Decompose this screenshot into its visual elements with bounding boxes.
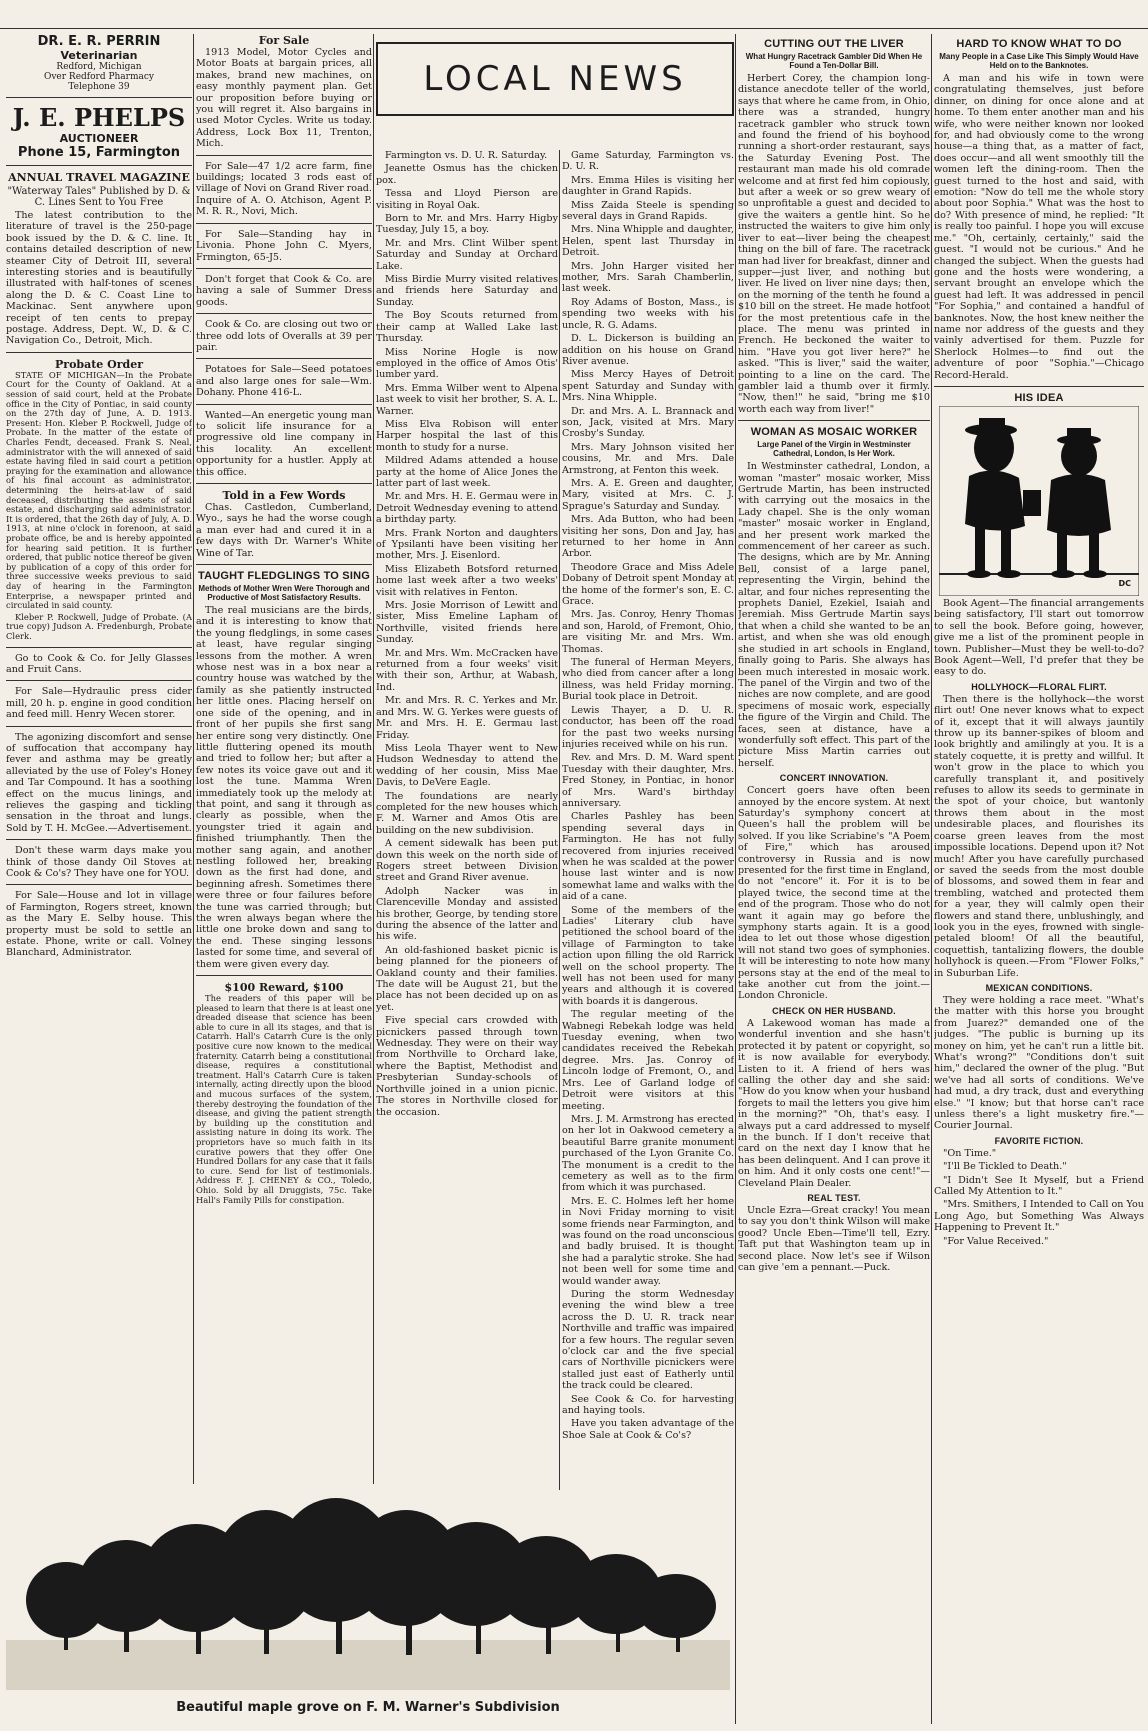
probate-title: Probate Order	[55, 357, 143, 371]
news-item: Mrs. J. M. Armstrong has erected on her lot in Oakwood cemetery a beautiful Barre granite monument purchased of the Lyon Granite Co. The monument is a credit to the cemetery as well as to the firm from which it was purchased.	[562, 1113, 734, 1194]
mexican-body: They were holding a race meet. "What's the matter with this horse you brought from Juarez?" demanded one of the judges. "The public is burning up its money on him, yet he can't run a little bit. What's wrong?" "Conditions don't suit him," declared the owner of the plug. "But we've had all sorts of conditions. We've had mud, a dry track, dust and everything else." "I know; but that horse can't race unless there's a light musketry fire."—Courier Journal.	[934, 994, 1144, 1132]
check-body: A Lakewood woman has made a wonderful invention and she hasn't protected it by patent or copyright, so it is now available for everybody. Listen to it. A friend of hers was calling the other day and she said: "How do you know when your husband forgets to mail the letters you give him in the morning?" "Oh, that's easy. I always put a card addressed to myself in the bunch. If I don't receive that card on the next day I know that he has been delinquent. And I can prove it on him. And it only costs one cent!"—Cleveland Plain Dealer.	[738, 1017, 930, 1189]
mosaic-subhead: Large Panel of the Virgin in Westminster Cathedral, London, Is Her Work.	[757, 440, 911, 459]
perrin-address: Over Redford Pharmacy	[43, 72, 155, 82]
news-item: The funeral of Herman Meyers, who died from cancer after a long illness, was held Friday morning. Burial took place in Detroit.	[562, 657, 734, 703]
motor-ad: 1913 Model, Motor Cycles and Motor Boats at bargain prices, all makes, brand new machines, on easy monthly payment plan. Get our proposition before buying or you will regret it. Also bargains in used Motor Cycles. Write us today. Address, Lock Box 11, Trenton, Mich.	[196, 47, 372, 150]
phelps-name: J. E. PHELPS	[12, 103, 186, 132]
told-head: Told in a Few Words	[222, 489, 346, 502]
fiction-item: "On Time."	[943, 1147, 997, 1159]
fiction-head: FAVORITE FICTION.	[994, 1135, 1084, 1146]
column-5	[738, 34, 930, 1724]
news-item: The foundations are nearly completed for the new houses which F. M. Warner and Amos Otis are building on the new subdivision.	[376, 790, 558, 836]
photo-caption: Beautiful maple grove on F. M. Warner's Subdivision	[176, 1700, 560, 1715]
news-item: Mrs. John Harger visited her mother, Mrs. Sarah Chamberlin, last week.	[562, 260, 734, 295]
fiction-item: "For Value Received."	[943, 1235, 1049, 1247]
perrin-town: Redford, Michigan	[56, 62, 142, 72]
concert-body: Concert goers have often been annoyed by the encore system. At next Saturday's symphony concert at Queen's hall the problem will be solved. If you like Scriabine's "A Poem of Fire," which has aroused controversy in Russia and is now presented for the first time in England, do not "encore" it. For it is to be played twice, the second time at the end of the program. Those who do not want it again may go before the symphony starts again. It is a good idea to let out those whose digestion will not stand two goes of symphonies. It will be interesting to note how many persons stay at the end of the meal to take another cut from the joint.—London Chronicle.	[738, 785, 930, 1002]
news-item: The Boy Scouts returned from their camp at Walled Lake last Thursday.	[376, 310, 558, 345]
masthead	[376, 42, 734, 116]
local-news-items	[562, 150, 734, 1441]
news-item: Mr. and Mrs. H. E. Germau were in Detroit Wednesday evening to attend a birthday party.	[376, 491, 558, 526]
news-item: Roy Adams of Boston, Mass., is spending two weeks with his uncle, R. G. Adams.	[562, 296, 734, 331]
hard-body: A man and his wife in town were congratulating themselves, just before dinner, on dining for once alone and at home. To them enter another man and his wife, who were neither known nor looked for, and had obviously come to the wrong house—a thing that, as a matter of fact, does occur—and all went smoothly till the women left the dining-room. Then the guest turned to the host and said, with emotion: "Now do tell me the whole story about poor Sophia." What was the host to do? With presence of mind, he replied: "It is really too painful. I hope you will excuse me." "Oh, certainly, certainly," said the guest. "I would not be curious." And he changed the subject. When the guests had gone and the hosts were wondering, a servant brought an envelope which the guest had left. It was addressed in pencil "For Sophia," and contained a handful of banknotes. Now, the host knew neither the name nor address of the guests and they vainly advertised for them. Puzzle for Sherlock Holmes—to find out the adventure of poor "Sophia."—Chicago Record-Herald.	[934, 73, 1144, 381]
news-item: Charles Pashley has been spending several days in Farmington. He has not fully recovered from injuries received when he was scalded at the power house last winter and is now somewhat lame and walks with the aid of a cane.	[562, 811, 734, 903]
news-item: Adolph Nacker was in Clarenceville Monday and assisted his brother, George, by tending store during the absence of the latter and his wife.	[376, 885, 558, 943]
news-item: Miss Norine Hogle is now employed in the office of Amos Otis' lumber yard.	[376, 346, 558, 381]
told-body: Chas. Castledon, Cumberland, Wyo., says he had the worse cough a man ever had and cured it in a few days with Dr. Warner's White Wine of Tar.	[196, 502, 372, 559]
fiction-item: "I Didn't See It Myself, but a Friend Called My Attention to It."	[934, 1174, 1144, 1198]
mosaic-body: In Westminster cathedral, London, a woman "master" mosaic worker, Miss Gertrude Martin, has been instructed with carrying out the mosaics in the Lady chapel. She is the only woman "master" mosaic worker in England, and her present work marked the commencement of her career as such. The designs, which are by Mr. Anning Bell, consist of a large panel, representing the Virgin, behind the altar, and four niches representing the prophets Daniel, Ezekiel, Isaiah and Jeremiah. Miss Gertrude Martin says that when a child she wanted to be an artist, and when she was old enough she studied in art schools in England, finally going to Paris. She always has been much interested in mosaic work. The panel of the Virgin and two of the niches are now complete, and are good specimens of mosaic work, especially the figure of the Virgin and Child. The faces, seen at distance, have a wonderfully soft effect. This part of the picture Miss Martin carries out herself.	[738, 461, 930, 769]
news-item: Mrs. Emma Hiles is visiting her daughter in Grand Rapids.	[562, 174, 734, 198]
news-item: D. L. Dickerson is building an addition on his house on Grand River avenue.	[562, 333, 734, 367]
news-item: Farmington vs. D. U. R. Saturday.	[385, 150, 548, 161]
overalls-ad: Cook & Co. are closing out two or three odd lots of Overalls at 39 per pair.	[196, 319, 372, 353]
jelly-ad: Go to Cook & Co. for Jelly Glasses and Fruit Cans.	[6, 652, 192, 675]
news-item: Rev. and Mrs. D. M. Ward spent Tuesday with their daughter, Mrs. Fred Stoney, in Pontiac, in honor of Mrs. Ward's birthday anniversary.	[562, 752, 734, 809]
farm-ad: For Sale—47 1/2 acre farm, fine buildings; located 3 rods east of village of Novi on Grand River road. Inquire of A. O. Atchison, Agent P. M. R. R., Novi, Mich.	[196, 160, 372, 218]
news-item: Mrs. Emma Wilber went to Alpena last week to visit her brother, S. A. L. Warner.	[376, 382, 558, 417]
probate-signature: Kleber P. Rockwell, Judge of Probate. (A true copy) Judson A. Fredenburgh, Probate Clerk.	[6, 611, 192, 641]
taught-head: TAUGHT FLEDGLINGS TO SING	[197, 570, 371, 583]
news-item: Mrs. Nina Whipple and daughter, Helen, spent last Thursday in Detroit.	[562, 224, 734, 259]
column-6	[934, 34, 1144, 1724]
hayfever-ad: The agonizing discomfort and sense of suffocation that accompany hay fever and asthma may be greatly alleviated by the use of Foley's Honey and Tar Compound. It has a soothing effect on the mucus linings, and relieves the gasping and tickling sensation in the throat and lungs. Sold by T. H. McGee.—Advertisement.	[6, 731, 192, 834]
real-body: Uncle Ezra—Great cracky! You mean to say you don't think Wilson will make good? Uncle Eben—Time'll tell, Ezry. Taft put that Washington team up in second place. Now let's see if Wilson can give 'em a pennant.—Puck.	[738, 1204, 930, 1273]
news-item: Born to Mr. and Mrs. Harry Higby Tuesday, July 15, a boy.	[376, 213, 558, 236]
probate-body: STATE OF MICHIGAN—In the Probate Court for the County of Oakland. At a session of said court, held at the Probate office in the City of Pontiac, in said county on the 27th day of June, A. D. 1913. Present: Hon. Kleber P. Rockwell, Judge of Probate. In the matter of the estate of Charles Fendt, deceased. Frank S. Neal, administrator with the will annexed of said estate having filed in said court a petition praying for the examination and allowance of his final account as administrator, determining the heirs-at-law of said deceased, distributing the assets of said estate, and discharging said administrator. It is ordered, that the 26th day of July, A. D. 1913, at nine o'clock in forenoon, at said probate office, be and is hereby appointed for hearing said petition. It is further ordered, that public notice thereof be given by publication of a copy of this order for three successive weeks previous to said day of hearing in the Farmington Enterprise, a newspaper printed and circulated in said county.	[6, 369, 192, 611]
cartoon-signature: DC	[1118, 578, 1131, 588]
cartoon	[939, 406, 1139, 596]
news-item: Miss Elva Robison will enter Harper hospital the last of this month to study for a nurse.	[376, 418, 558, 453]
news-item: Mrs. E. C. Holmes left her home in Novi Friday morning to visit some friends near Farmington, and was found on the road unconscious and badly bruised. It is thought she had a paralytic stroke. She had not been well for some time and would wander away.	[562, 1195, 734, 1287]
news-item: Miss Elizabeth Botsford returned home last week after a two weeks' visit with relatives in Fenton.	[376, 563, 558, 598]
news-item: See Cook & Co. for harvesting and haying tools.	[562, 1393, 734, 1417]
reward-body: The readers of this paper will be pleased to learn that there is at least one dreaded disease that science has been able to cure in all its stages, and that is Catarrh. Hall's Catarrh Cure is the only positive cure now known to the medical fraternity. Catarrh being a constitutional disease, requires a constitutional treatment. Hall's Catarrh Cure is taken internally, acting directly upon the blood and mucous surfaces of the system, thereby destroying the foundation of the disease, and giving the patient strength by building up the constitution and assisting nature in doing its work. The proprietors have so much faith in its curative powers that they offer One Hundred Dollars for any case that it fails to cure. Send for list of testimonials. Address F. J. CHENEY & CO., Toledo, Ohio. Sold by all Druggists, 75c. Take Hall's Family Pills for constipation.	[196, 993, 372, 1205]
news-item: Mildred Adams attended a house party at the home of Alice Jones the latter part of last week.	[376, 455, 558, 489]
news-item: Mrs. A. E. Green and daughter, Mary, visited at Mrs. C. J. Sprague's Saturday and Sunday.	[562, 477, 734, 512]
wanted-ad: Wanted—An energetic young man to solicit life insurance for a progressive old line company in this locality. An excellent opportunity for a hustler. Apply at this office.	[196, 409, 372, 478]
phelps-phone: Phone 15, Farmington	[17, 145, 181, 160]
dress-ad: Don't forget that Cook & Co. are having a sale of Summer Dress goods.	[196, 273, 372, 308]
travel-subtitle: "Waterway Tales" Published by D. & C. Lines Sent to You Free	[7, 186, 191, 208]
phelps-role: AUCTIONEER	[59, 132, 139, 145]
reward-head: $100 Reward, $100	[224, 981, 344, 995]
mosaic-head: WOMAN AS MOSAIC WORKER	[750, 426, 918, 439]
column-rule	[373, 34, 374, 1484]
news-item: An old-fashioned basket picnic is being planned for the pioneers of Oakland county and their families. The date will be August 21, but the place has not been decided up on as yet.	[376, 944, 558, 1013]
idea-body: Book Agent—The financial arrangements being satisfactory, I'll start out tomorrow to sell the book. Before going, however, give me a list of the prominent people in town. Publisher—Must they be well-to-do? Book Agent—Well, I'd prefer that they be easy to do.	[934, 597, 1144, 678]
travel-body: The latest contribution to the literature of travel is the 250-page book issued by the D. & C. line. It contains detailed description of new steamer City of Detroit III, several interesting stories and is beautifully illustrated with half-tones of scenes along the D. & C. Coast Line to Mackinac. Sent anywhere upon receipt of ten cents to prepay postage. Address, Dept. W., D. & C. Navigation Co., Detroit, Mich.	[6, 210, 192, 347]
news-item: Tessa and Lloyd Pierson are visiting in Royal Oak.	[376, 188, 558, 211]
column-4	[562, 150, 734, 1710]
news-item: Mrs. Frank Norton and daughters of Ypsilanti have been visiting her mother, Mrs. J. Eisenlord.	[376, 527, 558, 562]
masthead-title: LOCAL NEWS	[423, 59, 687, 99]
column-rule	[931, 34, 932, 1724]
news-item: Theodore Grace and Miss Adele Dobany of Detroit spent Monday at the home of the former's son, E. C. Grace.	[562, 561, 734, 608]
liver-body: Herbert Corey, the champion long-distance anecdote teller of the world, says that where he came from, in Ohio, there was a stranded, hungry racetrack gambler who struck town and found the friend of his boyhood running a short-order restaurant, says the Saturday Evening Post. The restaurant man made his old comrade welcome and at first fed him copiously, but after a week or so grew weary of so unprofitable a guest and decided to give the waiters a gentle hint. So he instructed the waiters to give him only liver to eat—liver being the cheapest thing on the bill of fare. The racetrack man had liver for breakfast, dinner and supper—just liver, and nothing but liver. He lived on liver nine days; then, on the morning of the tenth he found a $10 bill on the street. He made hotfoot for the most pretentious cafe in the place. The menu was printed in French. He beckoned the waiter to him. "Have you got liver here?" he asked. "This is liver," said the waiter, pointing to a line on the card. The gambler laid a thumb over it firmly. "Now, then!" he said, "bring me $10 worth each way from liver!"	[738, 73, 930, 415]
news-item: Mr. and Mrs. Clint Wilber spent Saturday and Sunday at Orchard Lake.	[376, 237, 558, 272]
column-2	[196, 34, 372, 1474]
top-rule	[0, 28, 1148, 29]
news-item: Have you taken advantage of the Shoe Sale at Cook & Co's?	[562, 1418, 734, 1441]
real-head: REAL TEST.	[807, 1192, 861, 1203]
column-rule	[735, 34, 736, 1724]
news-item: Some of the members of the Ladies' Literary club have petitioned the school board of the village of Farmington to take action upon filling the old Rarrick well on the school property. The well has not been used for many years and although it is covered with boards it is dangerous.	[562, 904, 734, 1007]
news-item: Mr. and Mrs. Wm. McCracken have returned from a four weeks' visit with their son, Arthur, at Wabash, Ind.	[376, 647, 558, 693]
travel-title: ANNUAL TRAVEL MAGAZINE	[8, 171, 190, 184]
check-head: CHECK ON HER HUSBAND.	[772, 1005, 896, 1016]
perrin-telephone: Telephone 39	[68, 82, 130, 92]
local-news-items	[376, 150, 558, 1118]
news-item: Miss Leola Thayer went to New Hudson Wednesday to attend the wedding of her cousin, Miss Mae Davis, to DeVere Eagle.	[376, 742, 558, 789]
potatoes-ad: Potatoes for Sale—Seed potatoes and also large ones for sale—Wm. Dohany. Phone 416-L.	[196, 364, 372, 399]
fiction-list	[934, 1148, 1144, 1247]
news-item: Miss Birdie Murry visited relatives and friends here Saturday and Sunday.	[376, 274, 558, 308]
column-3	[376, 150, 558, 1590]
tree-grove-icon	[6, 1490, 730, 1690]
news-item: Five special cars crowded with picnickers passed through town Wednesday. They were on their way from Northville to Orchard lake, where the Baptist, Methodist and Presbyterian Sunday-schools of Northville joined in a union picnic. The stores in Northville closed for the occasion.	[376, 1015, 558, 1118]
hard-subhead: Many People in a Case Like This Simply Would Have Held on to the Banknotes.	[939, 52, 1139, 70]
forsale-head: For Sale	[258, 34, 310, 47]
holly-head: HOLLYHOCK—FLORAL FLIRT.	[971, 681, 1107, 692]
hard-head: HARD TO KNOW WHAT TO DO	[956, 38, 1122, 50]
news-item: A cement sidewalk has been put down this week on the north side of Rogers street between Division street and Grand River avenue.	[376, 838, 558, 884]
news-item: Miss Mercy Hayes of Detroit spent Saturday and Sunday with Mrs. Nina Whipple.	[562, 369, 734, 404]
column-1	[6, 34, 192, 1474]
perrin-role: Veterinarian	[60, 49, 138, 62]
news-item: Dr. and Mrs. A. L. Brannack and son, Jack, visited at Mrs. Mary Crosby's Sunday.	[562, 405, 734, 440]
concert-head: CONCERT INNOVATION.	[779, 773, 889, 784]
liver-head: CUTTING OUT THE LIVER	[764, 38, 904, 50]
cartoon-figures-icon	[939, 406, 1139, 596]
column-rule	[559, 150, 560, 1600]
news-item: Game Saturday, Farmington vs. D. U. R.	[562, 150, 734, 173]
hay-ad: For Sale—Standing hay in Livonia. Phone John C. Myers, Frmington, 65-J5.	[196, 228, 372, 263]
perrin-name: DR. E. R. PERRIN	[37, 34, 161, 49]
fiction-item: "I'll Be Tickled to Death."	[943, 1161, 1067, 1173]
mexican-head: MEXICAN CONDITIONS.	[985, 982, 1093, 993]
news-item: Miss Zaida Steele is spending several days in Grand Rapids.	[562, 199, 734, 223]
news-item: During the storm Wednesday evening the wind blew a tree across the D. U. R. track near Northville and traffic was impaired for a few hours. The regular seven o'clock car and the five special cars of Northville picnickers were stalled just east of Eatherly until the track could be cleared.	[562, 1289, 734, 1392]
news-item: Mrs. Ada Button, who had been visiting her sons, Don and Jay, has returned to her home in Ann Arbor.	[562, 514, 734, 560]
taught-subhead: Methods of Mother Wren Were Thorough and Productive of Most Satisfactory Results.	[198, 584, 370, 603]
news-item: Lewis Thayer, a D. U. R. conductor, has been off the road for the past two weeks nursing injuries received while on his run.	[562, 704, 734, 750]
news-item: Mrs. Josie Morrison of Lewitt and sister, Miss Emeline Lapham of Northville, visited friends here Sunday.	[376, 600, 558, 646]
news-item: Mrs. Mary Johnson visited her cousins, Mr. and Mrs. Dale Armstrong, at Fenton this week.	[562, 441, 734, 476]
liver-subhead: What Hungry Racetrack Gambler Did When He Found a Ten-Dollar Bill.	[745, 52, 923, 70]
idea-head: HIS IDEA	[1014, 391, 1064, 404]
fiction-item: "Mrs. Smithers, I Intended to Call on You Long Ago, but Something Was Always Happening to Prevent It."	[934, 1199, 1144, 1234]
column-rule	[193, 34, 194, 1484]
house-ad: For Sale—House and lot in village of Farmington, Rogers street, known as the Mary E. Selby house. This property must be sold to settle an estate. Phone, write or call. Volney Blanchard, Administrator.	[6, 890, 192, 959]
holly-body: Then there is the hollyhock—the worst flirt out! One never knows what to expect of it, except that it will always jauntily throw up its banner-spikes of bloom and look brightly and amilingly at you. It is a stately coquette, it is pretty and willful. It won't grow in the place to which you carefully transplant it, and positively refuses to allow its seeds to germinate in the spot of your choice, but wantonly throws them about in the most undesirable places, and flourishes its coarse green leaves from the most impossible locations. Depend upon it? Not much! After you have carefully purchased or saved the seeds from the most double of blossoms, and sowed them in fear and trembling, watched and protected them for a year, they will calmly open their flowers and stand there, unblushingly, and look you in the eyes, frowned with single-petaled bloom! Of all the beautiful, coquettish, tantalizing flowers, the double hollyhock is queen.—From "Flower Folks," in Suburban Life.	[934, 693, 1144, 979]
stoves-ad: Don't these warm days make you think of those dandy Oil Stoves at Cook & Co's? They have one for YOU.	[6, 845, 192, 879]
news-item: Jeanette Osmus has the chicken pox.	[376, 163, 558, 186]
maple-grove-photo	[6, 1490, 730, 1690]
news-item: The regular meeting of the Wabnegi Rebekah lodge was held Tuesday evening, when two candidates received the Rebekah degree. Mrs. Jas. Conroy of Lincoln lodge of Fremont, O., and Mrs. Lee of Garland lodge of Detroit were visitors at this meeting.	[562, 1009, 734, 1112]
taught-body: The real musicians are the birds, and it is interesting to know that the young fledglings, in some cases at least, have regular singing lessons from the mother. A wren whose nest was in a box near a country house was watched by the family as she patiently instructed her little ones. Placing herself on one side of the opening, and in front of her pupils she first sang her entire song very distinctly. One little fluttering opened its mouth and tried to follow her; but after a few notes its voice gave out and it lost the tune. Mamma Wren immediately took up the melody at that point, and sang it through as clearly as possible, when the youngster tried it again and finished triumphantly. Then the mother sang again, and another nestling followed her, breaking down as the first had done, and beginning afresh. Sometimes there were three or four failures before the tune was carried through; but the wren always began where the little one broke down and sang to the end. These singing lessons lasted for some time, and several of them were given every day.	[196, 605, 372, 970]
news-item: Mr. and Mrs. R. C. Yerkes and Mr. and Mrs. W. G. Yerkes were guests of Mr. and Mrs. H. E. Germau last Friday.	[376, 695, 558, 741]
press-ad: For Sale—Hydraulic press cider mill, 20 h. p. engine in good condition and feed mill. Henry Wecen storer.	[6, 686, 192, 721]
news-item: Mrs. Jas. Conroy, Henry Thomas and son, Harold, of Fremont, Ohio, are visiting Mr. and Mrs. Wm. Thomas.	[562, 609, 734, 655]
